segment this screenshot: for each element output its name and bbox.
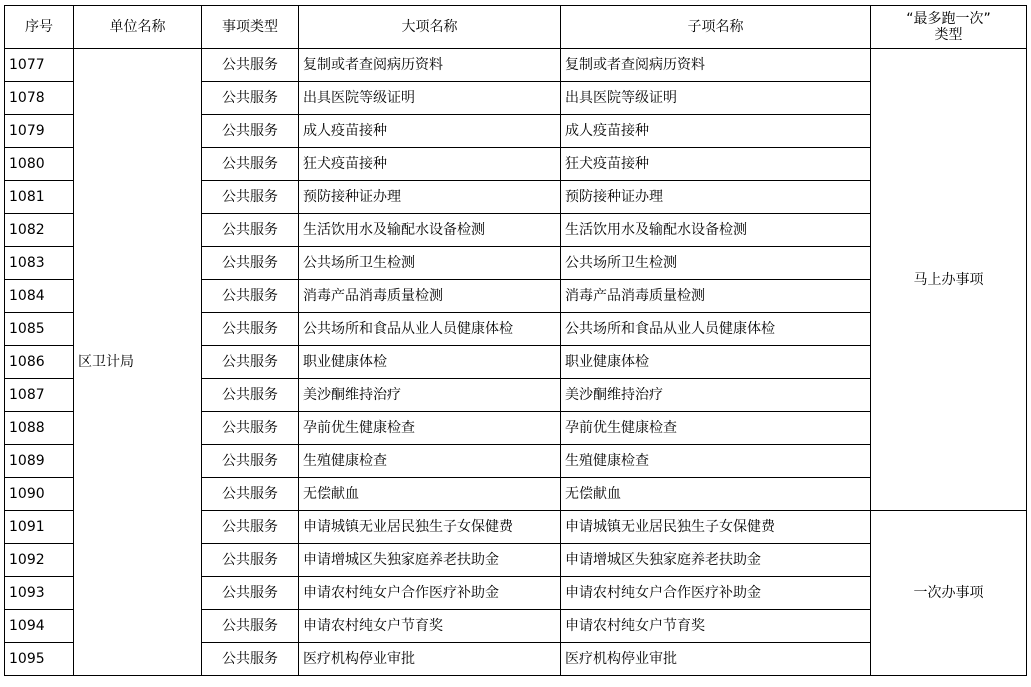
item-type: 公共服务 bbox=[202, 511, 299, 544]
row-number: 1093 bbox=[5, 577, 74, 610]
service-table bbox=[4, 5, 1027, 676]
category-label: 一次办事项 bbox=[871, 511, 1027, 676]
item-type: 公共服务 bbox=[202, 445, 299, 478]
item-type: 公共服务 bbox=[202, 643, 299, 676]
item-name: 成人疫苗接种 bbox=[299, 115, 561, 148]
item-name: 消毒产品消毒质量检测 bbox=[299, 280, 561, 313]
sub-item-name: 无偿献血 bbox=[561, 478, 871, 511]
header-category-line1: “最多跑一次” bbox=[906, 11, 991, 27]
item-type: 公共服务 bbox=[202, 280, 299, 313]
item-type: 公共服务 bbox=[202, 544, 299, 577]
header-category bbox=[871, 6, 1027, 49]
header-num: 序号 bbox=[5, 6, 74, 49]
sub-item-name: 狂犬疫苗接种 bbox=[561, 148, 871, 181]
sub-item-name: 消毒产品消毒质量检测 bbox=[561, 280, 871, 313]
row-number: 1085 bbox=[5, 313, 74, 346]
row-number: 1094 bbox=[5, 610, 74, 643]
item-name: 复制或者查阅病历资料 bbox=[299, 49, 561, 82]
sub-item-name: 公共场所卫生检测 bbox=[561, 247, 871, 280]
sub-item-name: 生殖健康检查 bbox=[561, 445, 871, 478]
item-name: 申请增城区失独家庭养老扶助金 bbox=[299, 544, 561, 577]
item-name: 生活饮用水及输配水设备检测 bbox=[299, 214, 561, 247]
sub-item-name: 职业健康体检 bbox=[561, 346, 871, 379]
header-type: 事项类型 bbox=[202, 6, 299, 49]
item-type: 公共服务 bbox=[202, 313, 299, 346]
item-name: 申请城镇无业居民独生子女保健费 bbox=[299, 511, 561, 544]
row-number: 1095 bbox=[5, 643, 74, 676]
unit-name: 区卫计局 bbox=[74, 49, 202, 676]
sub-item-name: 申请农村纯女户节育奖 bbox=[561, 610, 871, 643]
sub-item-name: 申请农村纯女户合作医疗补助金 bbox=[561, 577, 871, 610]
table-row bbox=[5, 49, 1027, 82]
item-type: 公共服务 bbox=[202, 577, 299, 610]
row-number: 1091 bbox=[5, 511, 74, 544]
header-unit: 单位名称 bbox=[74, 6, 202, 49]
item-type: 公共服务 bbox=[202, 181, 299, 214]
item-type: 公共服务 bbox=[202, 478, 299, 511]
row-number: 1090 bbox=[5, 478, 74, 511]
row-number: 1081 bbox=[5, 181, 74, 214]
item-type: 公共服务 bbox=[202, 214, 299, 247]
item-name: 出具医院等级证明 bbox=[299, 82, 561, 115]
sub-item-name: 出具医院等级证明 bbox=[561, 82, 871, 115]
item-type: 公共服务 bbox=[202, 82, 299, 115]
item-name: 医疗机构停业审批 bbox=[299, 643, 561, 676]
sub-item-name: 预防接种证办理 bbox=[561, 181, 871, 214]
item-name: 无偿献血 bbox=[299, 478, 561, 511]
sub-item-name: 复制或者查阅病历资料 bbox=[561, 49, 871, 82]
item-type: 公共服务 bbox=[202, 412, 299, 445]
item-name: 预防接种证办理 bbox=[299, 181, 561, 214]
item-type: 公共服务 bbox=[202, 379, 299, 412]
row-number: 1089 bbox=[5, 445, 74, 478]
item-name: 孕前优生健康检查 bbox=[299, 412, 561, 445]
sub-item-name: 美沙酮维持治疗 bbox=[561, 379, 871, 412]
item-type: 公共服务 bbox=[202, 610, 299, 643]
item-type: 公共服务 bbox=[202, 247, 299, 280]
item-name: 美沙酮维持治疗 bbox=[299, 379, 561, 412]
row-number: 1080 bbox=[5, 148, 74, 181]
row-number: 1087 bbox=[5, 379, 74, 412]
header-sub: 子项名称 bbox=[561, 6, 871, 49]
header-row bbox=[5, 6, 1027, 49]
sub-item-name: 孕前优生健康检查 bbox=[561, 412, 871, 445]
sub-item-name: 生活饮用水及输配水设备检测 bbox=[561, 214, 871, 247]
header-category-line2: 类型 bbox=[934, 27, 963, 43]
header-item: 大项名称 bbox=[299, 6, 561, 49]
row-number: 1092 bbox=[5, 544, 74, 577]
row-number: 1084 bbox=[5, 280, 74, 313]
item-name: 生殖健康检查 bbox=[299, 445, 561, 478]
row-number: 1088 bbox=[5, 412, 74, 445]
item-type: 公共服务 bbox=[202, 148, 299, 181]
row-number: 1086 bbox=[5, 346, 74, 379]
item-type: 公共服务 bbox=[202, 346, 299, 379]
sub-item-name: 成人疫苗接种 bbox=[561, 115, 871, 148]
item-name: 职业健康体检 bbox=[299, 346, 561, 379]
item-type: 公共服务 bbox=[202, 115, 299, 148]
sub-item-name: 申请增城区失独家庭养老扶助金 bbox=[561, 544, 871, 577]
sub-item-name: 医疗机构停业审批 bbox=[561, 643, 871, 676]
item-name: 公共场所和食品从业人员健康体检 bbox=[299, 313, 561, 346]
item-name: 狂犬疫苗接种 bbox=[299, 148, 561, 181]
row-number: 1077 bbox=[5, 49, 74, 82]
row-number: 1078 bbox=[5, 82, 74, 115]
table-body bbox=[5, 49, 1027, 676]
item-name: 申请农村纯女户节育奖 bbox=[299, 610, 561, 643]
row-number: 1079 bbox=[5, 115, 74, 148]
sub-item-name: 申请城镇无业居民独生子女保健费 bbox=[561, 511, 871, 544]
row-number: 1083 bbox=[5, 247, 74, 280]
sub-item-name: 公共场所和食品从业人员健康体检 bbox=[561, 313, 871, 346]
category-label: 马上办事项 bbox=[871, 49, 1027, 511]
item-type: 公共服务 bbox=[202, 49, 299, 82]
row-number: 1082 bbox=[5, 214, 74, 247]
item-name: 公共场所卫生检测 bbox=[299, 247, 561, 280]
item-name: 申请农村纯女户合作医疗补助金 bbox=[299, 577, 561, 610]
